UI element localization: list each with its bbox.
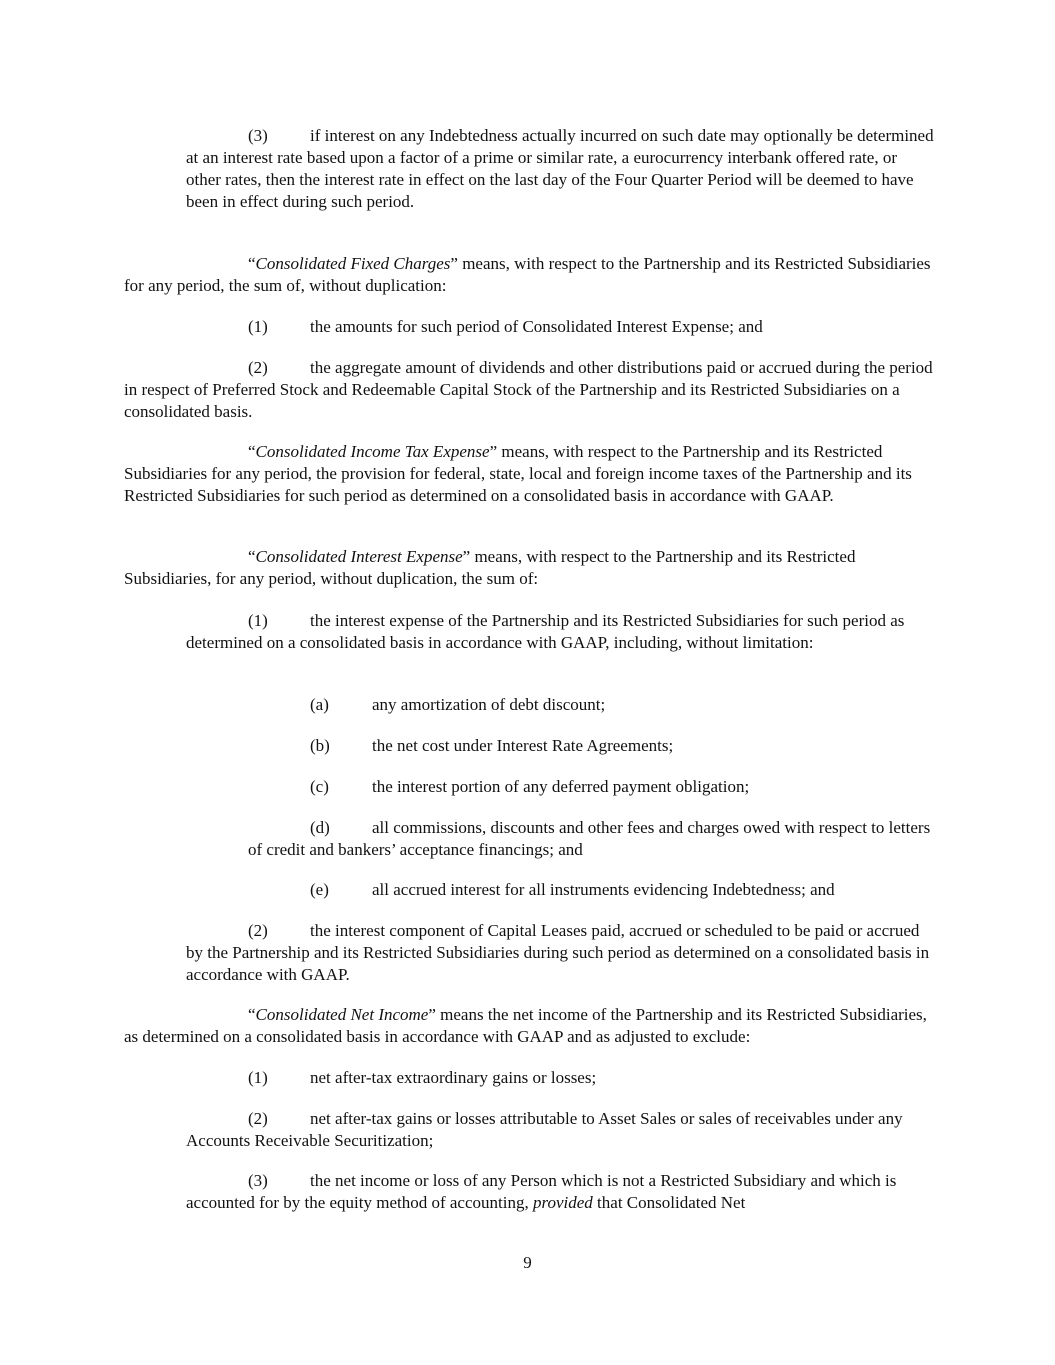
clause-text: if interest on any Indebtedness actually incurred on such date may optionally be determined at an interest rate based upon a factor of a prime or similar rate, a eurocurrency interbank offered rate, or other rates, then the interest rate in effect on the last day of the Four Quarter Period will be deemed to have been in effect during such period. xyxy=(186,126,934,211)
page-number: 9 xyxy=(523,1253,532,1272)
defined-term: Consolidated Net Income xyxy=(255,1005,429,1024)
defined-term: Consolidated Fixed Charges xyxy=(255,254,451,273)
clause-number: (2) xyxy=(248,1109,268,1128)
clause-text: net after-tax gains or losses attributable to Asset Sales or sales of receivables under any Accounts Receivable Securitization; xyxy=(186,1109,903,1150)
subclause-text: any amortization of debt discount; xyxy=(372,695,606,714)
clause-paragraph xyxy=(186,920,936,986)
definition-paragraph: “Consolidated Interest Expense” means, with respect to the Partnership and its Restricted Subsidiaries, for any period, without duplication, the sum of: xyxy=(124,547,856,588)
definition-text: ” means, with respect to the Partnership and its Restricted Subsidiaries for any period, the sum of, without duplication: xyxy=(124,254,931,295)
clause-number: (3) xyxy=(248,1171,268,1190)
clause-text-continued: that Consolidated Net xyxy=(597,1193,746,1212)
italic-provided: provided xyxy=(532,1193,593,1212)
definition-text: ” means the net income of the Partnership and its Restricted Subsidiaries, as determined on a consolidated basis in accordance with GAAP and as adjusted to exclude: xyxy=(124,1005,927,1046)
subclause-letter: (d) xyxy=(310,818,330,837)
clause-paragraph xyxy=(124,1067,936,1089)
clause-paragraph xyxy=(186,610,936,654)
subclause-letter: (b) xyxy=(310,736,330,755)
clause-paragraph xyxy=(186,1108,936,1152)
clause-number: (1) xyxy=(248,317,268,336)
clause-text: the interest expense of the Partnership and its Restricted Subsidiaries for such period as determined on a consolidated basis in accordance with GAAP, including, without limitation: xyxy=(186,611,905,652)
subclause-text: the net cost under Interest Rate Agreements; xyxy=(372,736,674,755)
subclause-paragraph xyxy=(186,694,936,716)
clause-text: the aggregate amount of dividends and other distributions paid or accrued during the period in respect of Preferred Stock and Redeemable Capital Stock of the Partnership and its Restricted Subsidiaries on a consolidated basis. xyxy=(124,358,933,421)
clause-paragraph xyxy=(186,1170,936,1214)
subclause-paragraph xyxy=(248,817,936,861)
clause-paragraph xyxy=(186,125,936,213)
defined-term: Consolidated Interest Expense xyxy=(255,547,463,566)
definition-text: ” means, with respect to the Partnership and its Restricted Subsidiaries for any period, the provision for federal, state, local and foreign income taxes of the Partnership and its Restricted Subsidiaries for such period as determined on a consolidated basis in accordance with GAAP. xyxy=(124,442,912,505)
definition-paragraph: “Consolidated Income Tax Expense” means, with respect to the Partnership and its Restricted Subsidiaries for any period, the provision for federal, state, local and foreign income taxes of the Partnership and its Restricted Subsidiaries for such period as determined on a consolidated basis in accordance with GAAP. xyxy=(124,442,912,505)
subclause-text: all accrued interest for all instruments evidencing Indebtedness; and xyxy=(372,880,835,899)
clause-number: (2) xyxy=(248,358,268,377)
clause-text: the net income or loss of any Person which is not a Restricted Subsidiary and which is accounted for by the equity method of accounting, xyxy=(186,1171,897,1212)
definition-paragraph: “Consolidated Fixed Charges” means, with respect to the Partnership and its Restricted Subsidiaries for any period, the sum of, without duplication: xyxy=(124,254,931,295)
clause-paragraph xyxy=(124,316,936,338)
definition-text: ” means, with respect to the Partnership and its Restricted Subsidiaries, for any period, without duplication, the sum of: xyxy=(124,547,856,588)
clause-number: (1) xyxy=(248,1068,268,1087)
clause-number: (2) xyxy=(248,921,268,940)
subclause-text: all commissions, discounts and other fees and charges owed with respect to letters of credit and bankers’ acceptance financings; and xyxy=(248,818,931,859)
defined-term: Consolidated Income Tax Expense xyxy=(255,442,490,461)
clause-number: (1) xyxy=(248,611,268,630)
clause-text: net after-tax extraordinary gains or losses; xyxy=(310,1068,597,1087)
subclause-paragraph xyxy=(186,879,936,901)
subclause-paragraph xyxy=(186,776,936,798)
clause-text: the amounts for such period of Consolidated Interest Expense; and xyxy=(310,317,763,336)
subclause-letter: (a) xyxy=(310,695,329,714)
clause-paragraph xyxy=(124,357,936,423)
clause-number: (3) xyxy=(248,126,268,145)
subclause-letter: (e) xyxy=(310,880,329,899)
definition-paragraph: “Consolidated Net Income” means the net income of the Partnership and its Restricted Subsidiaries, as determined on a consolidated basis in accordance with GAAP and as adjusted to exclude: xyxy=(124,1005,927,1046)
subclause-letter: (c) xyxy=(310,777,329,796)
subclause-paragraph xyxy=(186,735,936,757)
clause-text: the interest component of Capital Leases paid, accrued or scheduled to be paid or accrued by the Partnership and its Restricted Subsidiaries during such period as determined on a consolidated basis in accordance with GAAP. xyxy=(186,921,930,984)
subclause-text: the interest portion of any deferred payment obligation; xyxy=(372,777,750,796)
